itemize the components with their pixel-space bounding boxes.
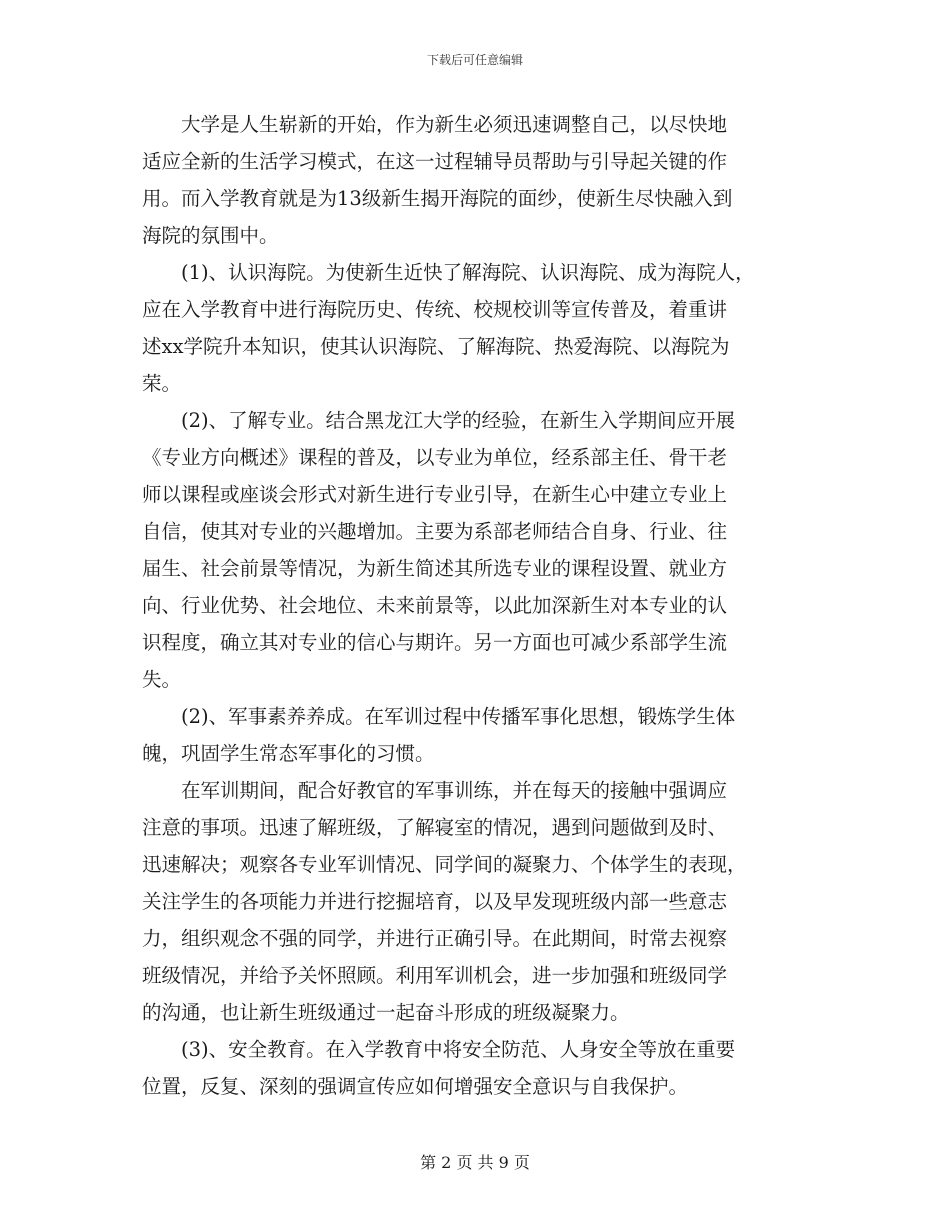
body-line: 位置，反复、深刻的强调宣传应如何增强安全意识与自我保护。 bbox=[142, 1075, 689, 1098]
body-line: 识程度，确立其对专业的信心与期许。另一方面也可减少系部学生流 bbox=[142, 631, 728, 654]
body-line: 向、行业优势、社会地位、未来前景等，以此加深新生对本专业的认 bbox=[142, 594, 728, 617]
body-line: 海院的氛围中。 bbox=[142, 224, 279, 247]
body-line: 的沟通，也让新生班级通过一起奋斗形成的班级凝聚力。 bbox=[142, 1001, 630, 1024]
body-line: 失。 bbox=[142, 668, 182, 691]
body-line: 魄，巩固学生常态军事化的习惯。 bbox=[142, 742, 435, 765]
body-line: (2)、军事素养养成。在军训过程中传播军事化思想，锻炼学生体 bbox=[142, 705, 736, 728]
page-number-footer: 第 2 页 共 9 页 bbox=[420, 1153, 530, 1172]
body-line: 届生、社会前景等情况，为新生简述其所选专业的课程设置、就业方 bbox=[142, 557, 728, 580]
page-header: 下载后可任意编辑 bbox=[426, 53, 523, 67]
body-line: 大学是人生崭新的开始，作为新生必须迅速调整自己，以尽快地 bbox=[142, 113, 728, 136]
body-line: 述xx学院升本知识，使其认识海院、了解海院、热爱海院、以海院为 bbox=[142, 335, 730, 358]
body-line: 应在入学教育中进行海院历史、传统、校规校训等宣传普及，着重讲 bbox=[142, 298, 728, 321]
body-line: 师以课程或座谈会形式对新生进行专业引导，在新生心中建立专业上 bbox=[142, 483, 728, 506]
body-line: 在军训期间，配合好教官的军事训练，并在每天的接触中强调应 bbox=[142, 779, 728, 802]
body-line: 力，组织观念不强的同学，并进行正确引导。在此期间，时常去视察 bbox=[142, 927, 728, 950]
body-line: 班级情况，并给予关怀照顾。利用军训机会，进一步加强和班级同学 bbox=[142, 964, 728, 987]
body-line: 迅速解决；观察各专业军训情况、同学间的凝聚力、个体学生的表现， bbox=[142, 853, 747, 876]
body-line: 荣。 bbox=[142, 372, 182, 395]
document-body bbox=[142, 106, 814, 1105]
body-line: (1)、认识海院。为使新生近快了解海院、认识海院、成为海院人， bbox=[142, 261, 755, 284]
body-line: 关注学生的各项能力并进行挖掘培育，以及早发现班级内部一些意志 bbox=[142, 890, 728, 913]
body-line: 自信，使其对专业的兴趣增加。主要为系部老师结合自身、行业、往 bbox=[142, 520, 728, 543]
body-line: 用。而入学教育就是为13级新生揭开海院的面纱，使新生尽快融入到 bbox=[142, 187, 733, 210]
body-line: 注意的事项。迅速了解班级，了解寝室的情况，遇到问题做到及时、 bbox=[142, 816, 728, 839]
body-line: (3)、安全教育。在入学教育中将安全防范、人身安全等放在重要 bbox=[142, 1038, 736, 1061]
body-line: 适应全新的生活学习模式，在这一过程辅导员帮助与引导起关键的作 bbox=[142, 150, 728, 173]
body-line: (2)、了解专业。结合黑龙江大学的经验，在新生入学期间应开展 bbox=[142, 409, 736, 432]
body-line: 《专业方向概述》课程的普及，以专业为单位，经系部主任、骨干老 bbox=[142, 446, 728, 469]
